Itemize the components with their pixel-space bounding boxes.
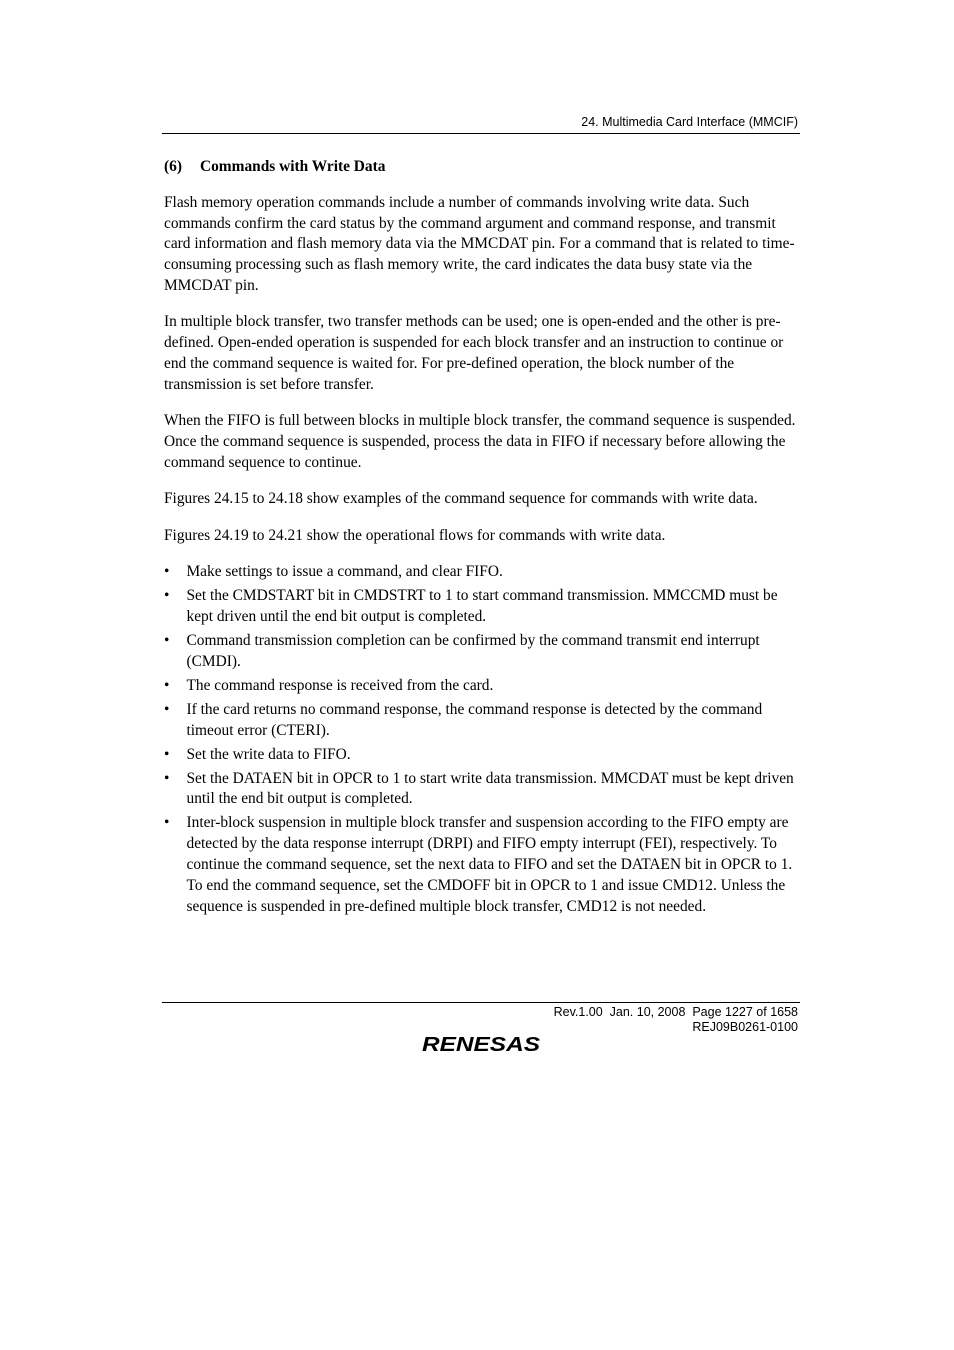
document-number: REJ09B0261-0100 [692,1020,798,1034]
list-item-text: Command transmission completion can be confirmed by the command transmit end interrupt (CMDI). [186,632,760,670]
paragraph: When the FIFO is full between blocks in multiple block transfer, the command sequence is suspended. Once the command sequence is suspended, process the data in FIFO if necessary before allowing the command sequence to continue. [164,412,796,471]
bullet-list [164,562,800,917]
bullet-icon: • [164,700,170,718]
section-title: Commands with Write Data [200,158,386,175]
section-number: (6) [164,158,182,175]
bullet-icon: • [164,563,170,581]
list-item-text: Set the DATAEN bit in OPCR to 1 to start write data transmission. MMCDAT must be kept driven until the end bit output is completed. [186,769,794,808]
footer-rule [162,1002,800,1003]
list-item [164,562,800,583]
list-item [164,769,800,811]
header-rule [162,133,800,134]
list-item [164,745,800,766]
bullet-icon: • [164,745,170,763]
list-item-text: If the card returns no command response, the command response is detected by the command timeout error (CTERI). [186,700,763,739]
section-heading [164,157,800,178]
bullet-icon: • [164,676,170,694]
bullet-icon: • [164,814,170,832]
paragraph: Flash memory operation commands include a number of commands involving write data. Such commands confirm the card status by the command argument and command response, and transmit card information and flash memory data via the MMCDAT pin. For a command that is related to time-consuming processing such as flash memory write, the card indicates the data busy state via the MMCDAT pin. [164,193,795,294]
list-item-text: Set the write data to FIFO. [186,745,351,763]
revision-info: Rev.1.00 Jan. 10, 2008 Page 1227 of 1658 [553,1005,798,1019]
paragraph: Figures 24.15 to 24.18 show examples of the command sequence for commands with write data. [164,490,758,508]
paragraph: In multiple block transfer, two transfer methods can be used; one is open-ended and the other is pre-defined. Open-ended operation is suspended for each block transfer and an instruction to continue or end the command sequence is waited for. For pre-defined operation, the block number of the transmission is set before transfer. [164,313,784,393]
list-item [164,813,800,917]
bullet-icon: • [164,587,170,605]
list-item-text: The command response is received from the card. [186,676,494,694]
list-item-text: Inter-block suspension in multiple block transfer and suspension according to the FIFO empty are detected by the data response interrupt (DRPI) and FIFO empty interrupt (FEI), respectively. To continue the command sequence, set the next data to FIFO and set the DATAEN bit in OPCR to 1. To end the command sequence, set the CMDOFF bit in OPCR to 1 and issue CMD12. Unless the sequence is suspended in pre-defined multiple block transfer, CMD12 is not needed. [186,814,793,915]
page-footer [400,1005,798,1035]
logo-wordmark: RENESAS [422,1034,541,1055]
list-item [164,631,800,673]
list-item [164,700,800,742]
list-item [164,676,800,697]
page-body [164,157,800,921]
bullet-icon: • [164,632,170,650]
bullet-icon: • [164,769,170,787]
list-item-text: Set the CMDSTART bit in CMDSTRT to 1 to start command transmission. MMCCMD must be kept driven until the end bit output is completed. [186,587,778,626]
paragraph: Figures 24.19 to 24.21 show the operational flows for commands with write data. [164,526,666,544]
running-header: 24. Multimedia Card Interface (MMCIF) [581,115,798,129]
renesas-logo [420,1033,542,1055]
list-item-text: Make settings to issue a command, and clear FIFO. [186,563,503,581]
list-item [164,586,800,628]
